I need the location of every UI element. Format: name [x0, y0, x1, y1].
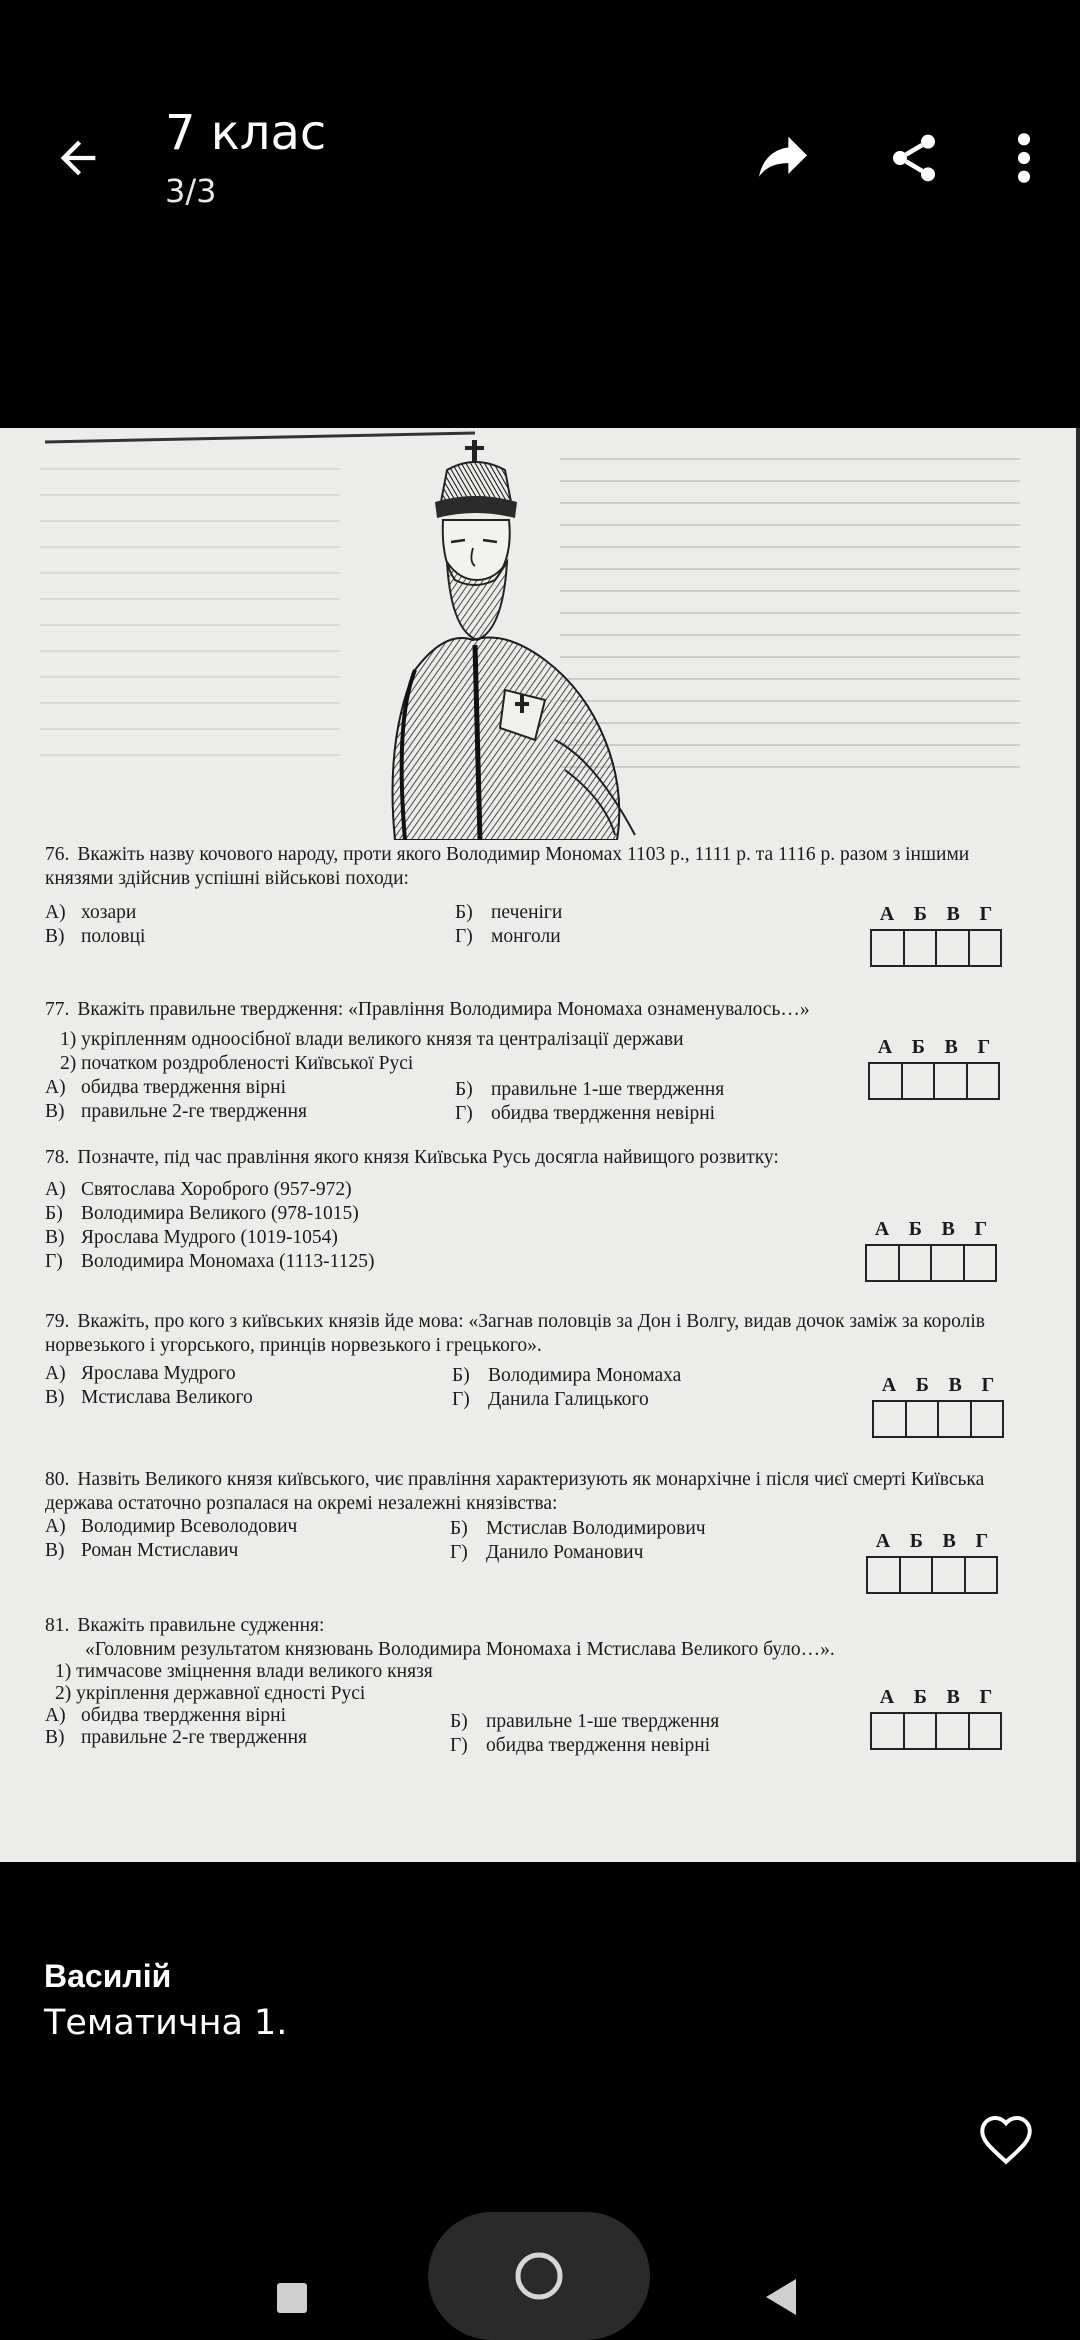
answer-box[interactable]: [939, 1402, 972, 1436]
option-letter: Г): [45, 1251, 63, 1272]
post-caption: Тематична 1.: [44, 2003, 288, 2043]
option-text: обидва твердження невірні: [491, 1103, 716, 1124]
option-b[interactable]: [450, 1710, 719, 1734]
answer-grid-80[interactable]: [866, 1530, 998, 1594]
option-a[interactable]: [45, 1704, 286, 1728]
question-text: Позначте, під час правління якого князя Київська Русь досягла найвищого розвитку:: [77, 1147, 779, 1168]
answer-letter: Г: [979, 1686, 993, 1708]
answer-box[interactable]: [901, 1558, 934, 1592]
answer-box[interactable]: [872, 1714, 905, 1748]
option-text: правильне 2-ге твердження: [81, 1727, 307, 1748]
question-80: [45, 1468, 1015, 1516]
top-app-bar: [0, 0, 1080, 330]
option-letter: А): [45, 1077, 66, 1098]
answer-box[interactable]: [933, 1558, 966, 1592]
option-text: Володимира Мономаха (1113-1125): [81, 1251, 375, 1272]
option-letter: Б): [450, 1711, 468, 1732]
statement-2: 2) початком роздробленості Київської Русі: [60, 1053, 414, 1074]
answer-boxes[interactable]: [872, 1400, 1004, 1438]
answer-box[interactable]: [972, 1402, 1003, 1436]
bleed-through-text: [40, 468, 340, 768]
option-letter: Б): [455, 1079, 473, 1100]
answer-grid-77[interactable]: [868, 1036, 1000, 1100]
question-text: Вкажіть назву кочового народу, проти якого Володимир Мономах 1103 р., 1111 р. та 1116 р. разом з іншими князями здійснив успішні військові походи:: [45, 844, 970, 889]
answer-box[interactable]: [965, 1246, 996, 1280]
option-text: Мстислав Володимирович: [486, 1518, 706, 1539]
question-number: 81.: [45, 1615, 70, 1636]
option-text: Володимира Мономаха: [488, 1365, 682, 1386]
recent-apps-icon: [275, 2281, 309, 2315]
answer-letter: А: [877, 1036, 893, 1058]
question-78: [45, 1146, 1015, 1170]
option-letter: А): [45, 1516, 66, 1537]
option-c[interactable]: [45, 1539, 238, 1563]
answer-box[interactable]: [970, 1714, 1001, 1748]
option-d[interactable]: [45, 1250, 374, 1274]
option-c[interactable]: [45, 1100, 307, 1124]
question-number: 78.: [45, 1147, 70, 1168]
option-letter: А): [45, 1179, 66, 1200]
answer-boxes[interactable]: [870, 929, 1002, 967]
portrait-illustration: [355, 440, 675, 840]
answer-boxes[interactable]: [865, 1244, 997, 1282]
answer-box[interactable]: [903, 1064, 936, 1098]
answer-grid-79[interactable]: [872, 1374, 1004, 1438]
option-text: правильне 2-ге твердження: [81, 1101, 307, 1122]
heart-icon: [976, 2110, 1036, 2166]
answer-letters: [865, 1218, 997, 1244]
question-79: [45, 1310, 1015, 1358]
system-back-button[interactable]: [756, 2272, 806, 2322]
answer-letter: В: [942, 1530, 956, 1552]
question-81: [45, 1614, 1015, 1638]
answer-grid-81[interactable]: [870, 1686, 1002, 1750]
question-text: Вкажіть правильне твердження: «Правління Володимира Мономаха ознаменувалось…»: [77, 999, 810, 1020]
question-76: [45, 843, 1015, 891]
question-text: Вкажіть правильне судження:: [77, 1615, 325, 1636]
answer-box[interactable]: [937, 931, 970, 965]
option-letter: Г): [450, 1542, 468, 1563]
answer-boxes[interactable]: [866, 1556, 998, 1594]
answer-letter: Г: [979, 903, 993, 925]
answer-letter: А: [879, 903, 895, 925]
answer-letter: Б: [908, 1218, 922, 1240]
answer-boxes[interactable]: [868, 1062, 1000, 1100]
option-text: половці: [81, 926, 146, 947]
answer-box[interactable]: [970, 931, 1001, 965]
answer-box[interactable]: [937, 1714, 970, 1748]
option-letter: Г): [452, 1389, 470, 1410]
option-letter: А): [45, 902, 66, 923]
option-letter: В): [45, 1227, 65, 1248]
answer-box[interactable]: [872, 931, 905, 965]
option-d[interactable]: [450, 1541, 643, 1565]
option-text: обидва твердження невірні: [486, 1735, 711, 1756]
more-options-button[interactable]: [986, 120, 1062, 196]
option-text: хозари: [81, 902, 137, 923]
option-letter: Г): [450, 1735, 468, 1756]
home-icon: [513, 2250, 565, 2302]
option-c[interactable]: [45, 925, 145, 949]
option-letter: А): [45, 1363, 66, 1384]
question-number: 80.: [45, 1469, 70, 1490]
option-b[interactable]: [455, 901, 562, 925]
answer-box[interactable]: [907, 1402, 940, 1436]
option-letter: Б): [455, 902, 473, 923]
option-b[interactable]: [452, 1364, 681, 1388]
answer-letter: Б: [913, 1686, 927, 1708]
answer-box[interactable]: [932, 1246, 965, 1280]
image-counter: 3/3: [165, 172, 217, 210]
recent-apps-button[interactable]: [268, 2274, 316, 2322]
answer-letter: В: [946, 903, 960, 925]
answer-box[interactable]: [905, 1714, 938, 1748]
post-author[interactable]: Василій: [44, 1958, 172, 1994]
share-button[interactable]: [876, 120, 952, 196]
answer-letters: [866, 1530, 998, 1556]
option-letter: В): [45, 1540, 65, 1561]
question-number: 76.: [45, 844, 70, 865]
answer-letters: [870, 1686, 1002, 1712]
option-b[interactable]: [45, 1202, 359, 1226]
like-button[interactable]: [966, 2098, 1046, 2178]
question-quote: «Головним результатом князювань Володимира Мономаха і Мстислава Великого було…».: [85, 1639, 835, 1660]
option-letter: Б): [450, 1518, 468, 1539]
answer-letter: В: [946, 1686, 960, 1708]
answer-letter: А: [879, 1686, 895, 1708]
option-b[interactable]: [455, 1078, 724, 1102]
answer-letter: Б: [915, 1374, 929, 1396]
answer-letter: А: [881, 1374, 897, 1396]
question-number: 77.: [45, 999, 70, 1020]
option-text: Володимир Всеволодович: [81, 1516, 298, 1537]
option-a[interactable]: [45, 1076, 286, 1100]
answer-letter: Г: [981, 1374, 995, 1396]
answer-letters: [870, 903, 1002, 929]
back-triangle-icon: [762, 2277, 800, 2317]
option-text: Святослава Хороброго (957-972): [81, 1179, 352, 1200]
option-text: правильне 1-ше твердження: [486, 1711, 720, 1732]
option-text: монголи: [491, 926, 561, 947]
document-photo[interactable]: [0, 428, 1080, 1862]
back-button[interactable]: [40, 120, 116, 196]
answer-box[interactable]: [968, 1064, 999, 1098]
answer-letter: В: [941, 1218, 955, 1240]
option-a[interactable]: [45, 901, 136, 925]
answer-box[interactable]: [874, 1402, 907, 1436]
option-text: Роман Мстиславич: [81, 1540, 239, 1561]
option-text: обидва твердження вірні: [81, 1077, 287, 1098]
answer-box[interactable]: [900, 1246, 933, 1280]
answer-box[interactable]: [905, 931, 938, 965]
answer-box[interactable]: [867, 1246, 900, 1280]
answer-letter: Б: [909, 1530, 923, 1552]
question-text: Назвіть Великого князя київського, чиє правління характеризують як монархічне і після чиєї смерті Київська держава остаточно розпалася на окремі незалежні князівства:: [45, 1469, 985, 1514]
option-letter: Б): [452, 1365, 470, 1386]
page-edge: [1076, 428, 1080, 1862]
question-number: 79.: [45, 1311, 70, 1332]
home-button[interactable]: [428, 2212, 650, 2340]
answer-boxes[interactable]: [870, 1712, 1002, 1750]
answer-letter: В: [948, 1374, 962, 1396]
option-text: обидва твердження вірні: [81, 1705, 287, 1726]
answer-box[interactable]: [870, 1064, 903, 1098]
answer-grid-76[interactable]: [870, 903, 1002, 967]
more-vert-icon: [1014, 130, 1034, 186]
answer-letters: [872, 1374, 1004, 1400]
answer-letter: Б: [913, 903, 927, 925]
option-text: Данила Галицького: [488, 1389, 649, 1410]
option-a[interactable]: [45, 1515, 297, 1539]
option-c[interactable]: [45, 1726, 307, 1750]
option-text: Ярослава Мудрого: [81, 1363, 236, 1384]
option-d[interactable]: [450, 1734, 710, 1758]
statement-2: 2) укріплення державної єдності Русі: [55, 1683, 366, 1704]
option-b[interactable]: [450, 1517, 706, 1541]
option-letter: Б): [45, 1203, 63, 1224]
option-text: Данило Романович: [486, 1542, 644, 1563]
option-text: Мстислава Великого: [81, 1387, 253, 1408]
option-letter: В): [45, 1387, 65, 1408]
option-a[interactable]: [45, 1362, 236, 1386]
answer-box[interactable]: [966, 1558, 997, 1592]
option-c[interactable]: [45, 1226, 338, 1250]
statement-1: 1) укріпленням одноосібної влади великого князя та централізації держави: [60, 1029, 684, 1050]
answer-letter: А: [874, 1218, 890, 1240]
answer-box[interactable]: [935, 1064, 968, 1098]
option-a[interactable]: [45, 1178, 352, 1202]
forward-button[interactable]: [745, 120, 821, 196]
option-text: правильне 1-ше твердження: [491, 1079, 725, 1100]
option-letter: В): [45, 1101, 65, 1122]
system-nav-bar: [0, 2200, 1080, 2340]
option-letter: Г): [455, 926, 473, 947]
answer-box[interactable]: [868, 1558, 901, 1592]
share-icon: [886, 130, 942, 186]
answer-letter: Г: [977, 1036, 991, 1058]
option-c[interactable]: [45, 1386, 253, 1410]
question-77: [45, 998, 1015, 1022]
option-letter: В): [45, 926, 65, 947]
answer-letter: Г: [974, 1218, 988, 1240]
answer-letter: Г: [975, 1530, 989, 1552]
answer-letter: Б: [911, 1036, 925, 1058]
album-title: 7 клас: [165, 105, 327, 161]
answer-grid-78[interactable]: [865, 1218, 997, 1282]
answer-letter: В: [944, 1036, 958, 1058]
answer-letter: А: [875, 1530, 891, 1552]
option-letter: Г): [455, 1103, 473, 1124]
option-letter: В): [45, 1727, 65, 1748]
statement-1: 1) тимчасове зміцнення влади великого князя: [55, 1661, 433, 1682]
option-d[interactable]: [455, 1102, 715, 1126]
option-d[interactable]: [452, 1388, 649, 1412]
option-letter: А): [45, 1705, 66, 1726]
option-d[interactable]: [455, 925, 561, 949]
forward-icon: [751, 126, 815, 190]
option-text: Ярослава Мудрого (1019-1054): [81, 1227, 338, 1248]
option-text: печеніги: [491, 902, 563, 923]
option-text: Володимира Великого (978-1015): [81, 1203, 359, 1224]
arrow-back-icon: [52, 132, 104, 184]
question-text: Вкажіть, про кого з київських князів йде мова: «Загнав половців за Дон і Волгу, видав дочок заміж за королів норвезького і угорського, принців норвезького і грецького».: [45, 1311, 985, 1356]
answer-letters: [868, 1036, 1000, 1062]
